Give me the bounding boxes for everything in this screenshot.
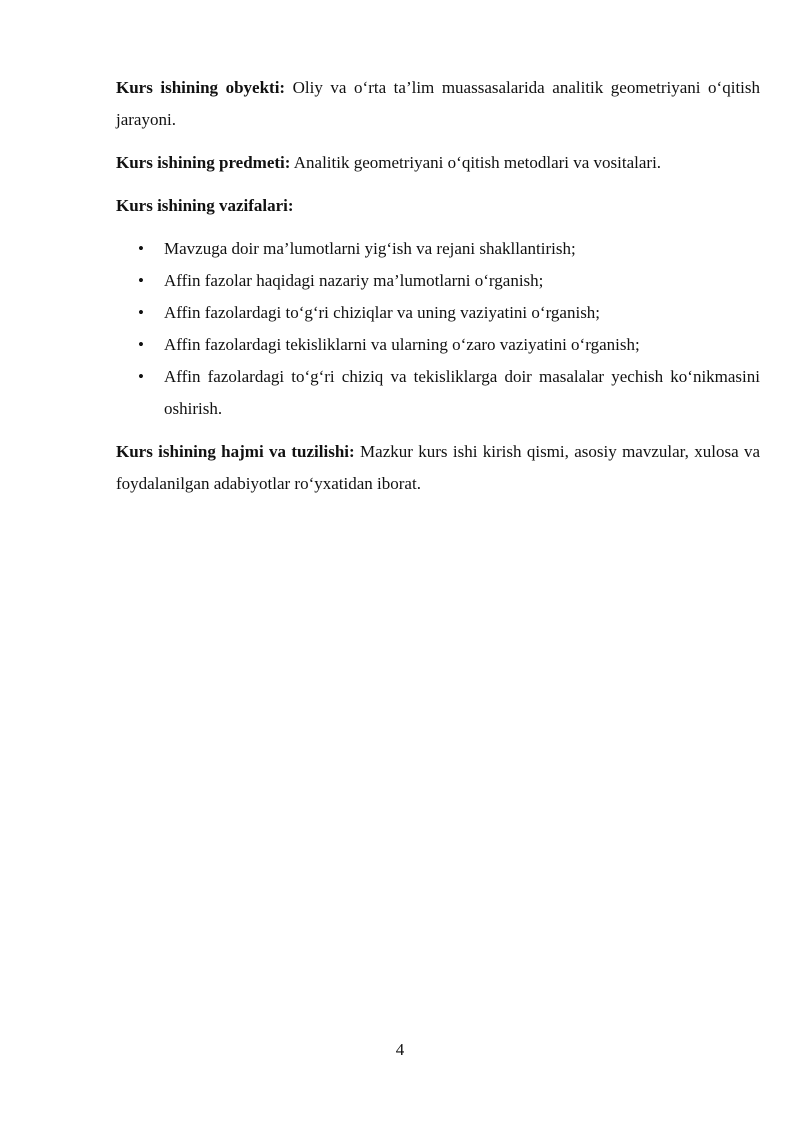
bullet-icon: • [138, 239, 144, 258]
subject-label: Kurs ishining predmeti: [116, 153, 291, 172]
list-item-text: Mavzuga doir ma’lumotlarni yig‘ish va rejani shakllantirish; [164, 239, 576, 258]
object-paragraph [116, 72, 760, 136]
page-number: 4 [395, 1040, 405, 1059]
list-item [116, 361, 760, 425]
structure-paragraph [116, 436, 760, 500]
bullet-icon: • [138, 335, 144, 354]
list-item-text: Affin fazolardagi tekisliklarni va ularning o‘zaro vaziyatini o‘rganish; [164, 335, 640, 354]
list-item-text: Affin fazolar haqidagi nazariy ma’lumotlarni o‘rganish; [164, 271, 544, 290]
tasks-heading [116, 190, 760, 222]
document-page [116, 72, 760, 511]
bullet-icon: • [138, 303, 144, 322]
list-item [116, 233, 760, 265]
object-label: Kurs ishining obyekti: [116, 78, 286, 97]
list-item-text: Affin fazolardagi to‘g‘ri chiziqlar va uning vaziyatini o‘rganish; [164, 303, 601, 322]
subject-text: Analitik geometriyani o‘qitish metodlari va vositalari. [293, 153, 662, 172]
list-item-text: Affin fazolardagi to‘g‘ri chiziq va tekisliklarga doir masalalar yechish ko‘nikmasini oshirish. [164, 367, 760, 418]
tasks-list [116, 233, 760, 425]
tasks-label: Kurs ishining vazifalari: [116, 196, 294, 215]
structure-label: Kurs ishining hajmi va tuzilishi: [116, 442, 355, 461]
subject-paragraph [116, 147, 760, 179]
list-item [116, 297, 760, 329]
structure-text: Mazkur kurs ishi kirish qismi, asosiy mavzular, xulosa va foydalanilgan adabiyotlar ro‘yxatidan iborat. [116, 442, 761, 493]
bullet-icon: • [138, 367, 144, 386]
list-item [116, 265, 760, 297]
list-item [116, 329, 760, 361]
bullet-icon: • [138, 271, 144, 290]
object-text: Oliy va o‘rta ta’lim muassasalarida analitik geometriyani o‘qitish jarayoni. [116, 78, 761, 129]
